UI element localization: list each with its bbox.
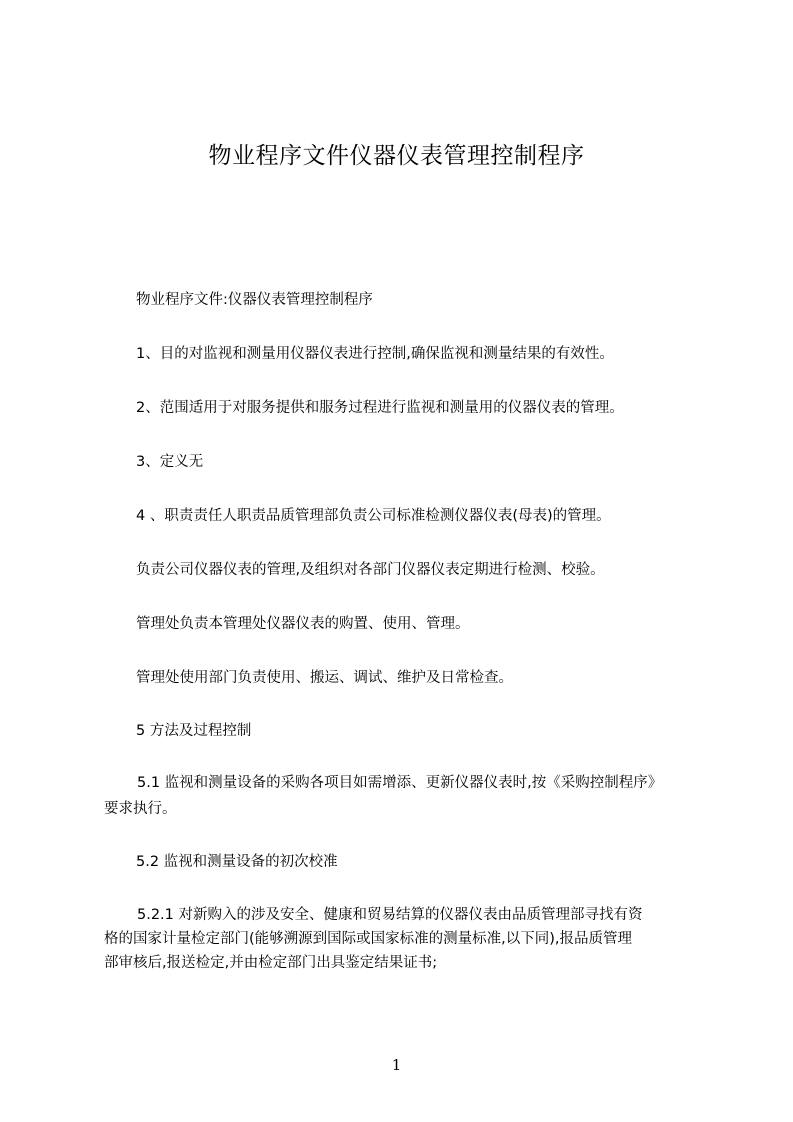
- paragraph-procurement-line-2: 要求执行。: [104, 801, 177, 817]
- paragraph-company-responsibility: 负责公司仪器仪表的管理,及组织对各部门仪器仪表定期进行检测、校验。: [136, 562, 605, 578]
- paragraph-initial-calibration-heading: 5.2 监视和测量设备的初次校准: [136, 854, 338, 870]
- paragraph-procurement: [104, 773, 662, 820]
- paragraph-new-instruments: [104, 905, 643, 974]
- paragraph-responsibility: 4 、职责责任人职责品质管理部负责公司标准检测仪器仪表(母表)的管理。: [136, 508, 611, 524]
- paragraph-purpose: 1、目的对监视和测量用仪器仪表进行控制,确保监视和测量结果的有效性。: [136, 346, 614, 362]
- paragraph-department-responsibility: 管理处使用部门负责使用、搬运、调试、维护及日常检查。: [136, 670, 513, 686]
- paragraph-office-responsibility: 管理处负责本管理处仪器仪表的购置、使用、管理。: [136, 616, 470, 632]
- paragraph-definition: 3、定义无: [136, 454, 204, 470]
- paragraph-heading: 物业程序文件:仪器仪表管理控制程序: [136, 292, 373, 308]
- paragraph-new-instruments-line-3: 部审核后,报送检定,并由检定部门出具鉴定结果证书;: [104, 955, 438, 971]
- paragraph-method-heading: 5 方法及过程控制: [136, 723, 252, 739]
- paragraph-procurement-line-1: 5.1 监视和测量设备的采购各项目如需增添、更新仪器仪表时,按《采购控制程序》: [137, 775, 663, 791]
- paragraph-new-instruments-line-1: 5.2.1 对新购入的涉及安全、健康和贸易结算的仪器仪表由品质管理部寻找有资: [137, 907, 643, 923]
- page-number: 1: [391, 1056, 402, 1074]
- paragraph-scope: 2、范围适用于对服务提供和服务过程进行监视和测量用的仪器仪表的管理。: [136, 400, 624, 416]
- document-title: 物业程序文件仪器仪表管理控制程序: [208, 143, 585, 169]
- paragraph-new-instruments-line-2: 格的国家计量检定部门(能够溯源到国际或国家标准的测量标准,以下同),报品质管理: [104, 931, 633, 947]
